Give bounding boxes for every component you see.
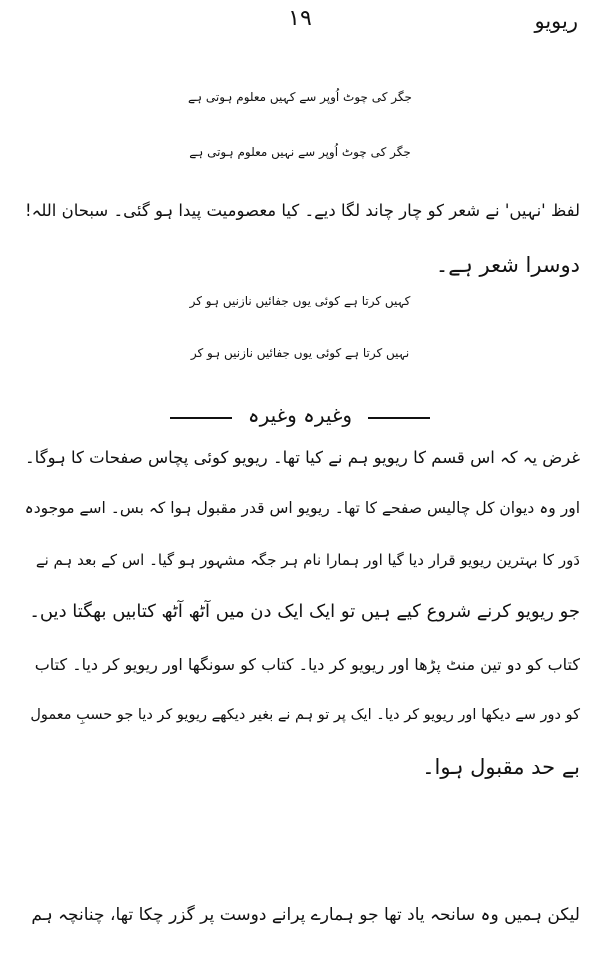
paragraph-line-3: دَور کا بہترین ریویو قرار دیا گیا اور ہمارا نام ہر جگہ مشہور ہو گیا۔ اس کے بعد ہم نے <box>35 551 580 569</box>
couplet-2-line-1: کہیں کرتا ہے کوئی یوں جفائیں نازنیں ہو کر <box>189 294 411 308</box>
divider-label: وغیرہ وغیرہ <box>247 403 353 427</box>
couplet-2-line-2: نہیں کرتا ہے کوئی یوں جفائیں نازنیں ہو کر <box>190 346 410 360</box>
paragraph-line-2: اور وہ دیوان کل چالیس صفحے کا تھا۔ ریویو اس قدر مقبول ہوا کہ بس۔ اسے موجودہ <box>24 499 580 517</box>
paragraph-line-6: کو دور سے دیکھا اور ریویو کر دیا۔ ایک پر تو ہم نے بغیر دیکھے ریویو کر دیا جو حسبِ معمول <box>30 707 580 723</box>
divider-rule-left <box>170 417 232 419</box>
running-head: ریویو <box>534 9 578 33</box>
section-divider <box>170 400 430 430</box>
couplet-1-line-1: جگر کی چوٹ اُوپر سے کہیں معلوم ہوتی ہے <box>188 90 412 104</box>
commentary-line-1: لفظ 'نہیں' نے شعر کو چار چاند لگا دیے۔ کیا معصومیت پیدا ہو گئی۔ سبحان اللہ! <box>25 201 580 220</box>
footer-line: لیکن ہمیں وہ سانحہ یاد تھا جو ہمارے پرانے دوست پر گزر چکا تھا، چنانچہ ہم <box>31 905 580 925</box>
paragraph-line-5: کتاب کو دو تین منٹ پڑھا اور ریویو کر دیا۔ کتاب کو سونگھا اور ریویو کر دیا۔ کتاب <box>34 655 580 674</box>
paragraph-line-4: جو ریویو کرنے شروع کیے ہیں تو ایک ایک دن میں آٹھ آٹھ کتابیں بھگتا دیں۔ <box>29 601 580 622</box>
page-number: ۱۹ <box>288 6 312 31</box>
paragraph-line-7: بے حد مقبول ہوا۔ <box>422 755 580 779</box>
paragraph-line-1: غرض یہ کہ اس قسم کا ریویو ہم نے کیا تھا۔ ریویو کوئی پچاس صفحات کا ہوگا۔ <box>25 448 580 467</box>
commentary-line-2: دوسرا شعر ہے۔ <box>435 253 580 277</box>
divider-rule-right <box>368 417 430 419</box>
couplet-1-line-2: جگر کی چوٹ اُوپر سے نہیں معلوم ہوتی ہے <box>189 145 411 159</box>
